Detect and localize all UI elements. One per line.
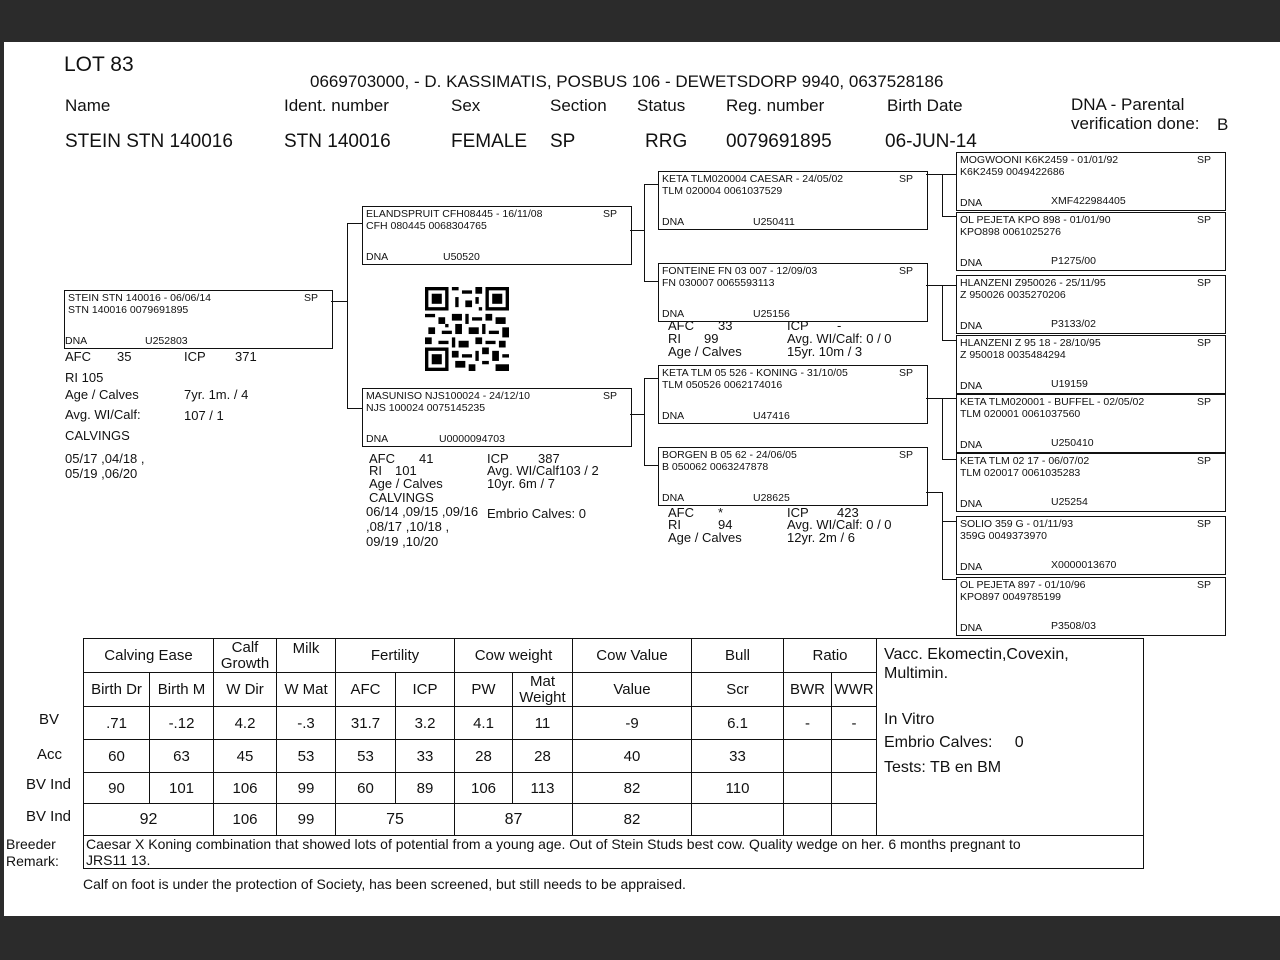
connector xyxy=(644,465,658,466)
gp-section: SP xyxy=(898,367,913,379)
ggp-dna-label: DNA xyxy=(960,561,983,573)
ggp-line2: KPO897 0049785199 xyxy=(960,591,1062,603)
cell-bvind xyxy=(832,773,877,804)
animal-status: RRG xyxy=(645,131,688,152)
col-mat: Mat xyxy=(529,672,555,690)
col-w-mat: W Mat xyxy=(277,673,336,707)
animal-section: SP xyxy=(550,131,576,152)
connector xyxy=(926,174,942,175)
gp-stat-wi: Avg. WI/Calf: 0 / 0 xyxy=(787,517,892,532)
gp-stat-icp: 423 xyxy=(837,505,859,520)
table-row-remark xyxy=(84,836,1144,869)
gp-stat-ri-label: RI xyxy=(668,331,681,346)
connector xyxy=(644,378,645,466)
cell-bv: - xyxy=(784,707,832,740)
subject-pedigree-box xyxy=(64,290,333,349)
great-grandparent-box xyxy=(956,453,1226,512)
ggp-dna-label: DNA xyxy=(960,257,983,269)
cell-bvind: 99 xyxy=(277,773,336,804)
dam-afc-label: AFC xyxy=(369,451,395,466)
ggp-dna-label: DNA xyxy=(960,439,983,451)
cell-bvind-group: 99 xyxy=(277,804,336,836)
cell-bvind-group: 92 xyxy=(84,804,214,836)
animal-sex: FEMALE xyxy=(451,131,528,152)
ggp-dna-label: DNA xyxy=(960,622,983,634)
gp-dna-label: DNA xyxy=(662,492,685,504)
ggp-section: SP xyxy=(1196,579,1211,591)
animal-birth: 06-JUN-14 xyxy=(885,131,977,152)
group-ratio: Ratio xyxy=(784,639,877,673)
cell-bvind-group: 87 xyxy=(455,804,573,836)
connector xyxy=(347,223,362,224)
header-sex: Sex xyxy=(451,96,481,115)
grandparent-box xyxy=(658,263,928,322)
cell-bvind: 90 xyxy=(84,773,150,804)
ggp-title: OL PEJETA 897 - 01/10/96 xyxy=(960,579,1086,591)
subject-calvings-2: 05/19 ,06/20 xyxy=(65,466,138,481)
notes-embrio-label: Embrio Calves: xyxy=(884,734,993,751)
cell-bvind: 82 xyxy=(573,773,692,804)
ggp-dna-value: X0000013670 xyxy=(1051,559,1117,571)
notes-vacc-line2: Multimin. xyxy=(884,665,949,682)
cell-acc: 63 xyxy=(150,740,214,773)
col-scr: Scr xyxy=(692,673,784,707)
connector xyxy=(942,579,956,580)
gp-section: SP xyxy=(898,449,913,461)
cell-bv: 31.7 xyxy=(336,707,396,740)
connector xyxy=(942,398,956,399)
ggp-section: SP xyxy=(1196,277,1211,289)
group-cow-weight: Cow weight xyxy=(455,639,573,673)
connector xyxy=(942,216,956,217)
group-cow-value: Cow Value xyxy=(573,639,692,673)
subject-dna-value: U252803 xyxy=(145,335,188,347)
dam-age-label: Age / Calves xyxy=(369,476,443,491)
cell-acc xyxy=(832,740,877,773)
ggp-section: SP xyxy=(1196,214,1211,226)
group-calving-ease: Calving Ease xyxy=(84,639,214,673)
great-grandparent-box xyxy=(956,152,1226,211)
connector xyxy=(644,378,658,379)
gp-dna-label: DNA xyxy=(662,308,685,320)
ggp-dna-label: DNA xyxy=(960,498,983,510)
sire-line2: CFH 080445 0068304765 xyxy=(366,220,487,232)
cell-acc: 45 xyxy=(214,740,277,773)
gp-stat-ri-label: RI xyxy=(668,517,681,532)
col-mat-line2: Weight xyxy=(519,688,566,706)
ggp-dna-value: XMF422984405 xyxy=(1051,195,1126,207)
gp-stat-wi: Avg. WI/Calf: 0 / 0 xyxy=(787,331,892,346)
calf-growth-line1: Calf xyxy=(231,638,259,656)
connector xyxy=(942,285,956,286)
connector xyxy=(644,184,645,282)
ggp-title: HLANZENI Z950026 - 25/11/95 xyxy=(960,277,1106,289)
grandparent-box xyxy=(658,447,928,506)
dam-embrio: Embrio Calves: 0 xyxy=(487,506,586,521)
gp-stat-afc: * xyxy=(718,505,724,520)
cell-bv: 3.2 xyxy=(396,707,455,740)
connector xyxy=(926,285,942,286)
ggp-title: KETA TLM 02 17 - 06/07/02 xyxy=(960,455,1090,467)
ggp-line2: Z 950018 0035484294 xyxy=(960,349,1066,361)
gp-line2: B 050062 0063247878 xyxy=(662,461,769,473)
ggp-dna-value: U25254 xyxy=(1051,496,1088,508)
breeder-remark-label-2: Remark: xyxy=(6,853,59,869)
cell-acc: 28 xyxy=(455,740,513,773)
dam-calvings-3: 09/19 ,10/20 xyxy=(366,534,439,549)
ggp-dna-label: DNA xyxy=(960,197,983,209)
connector xyxy=(630,414,644,415)
cell-bvind-group: 75 xyxy=(336,804,455,836)
col-value: Value xyxy=(573,673,692,707)
gp-section: SP xyxy=(898,173,913,185)
cell-acc: 60 xyxy=(84,740,150,773)
owner-line: 0669703000, - D. KASSIMATIS, POSBUS 106 - DEWETSDORP 9940, 0637528186 xyxy=(310,72,944,91)
subject-calvings-label: CALVINGS xyxy=(65,428,130,443)
col-birth-m: Birth M xyxy=(150,673,214,707)
gp-stat-ri: 99 xyxy=(704,331,719,346)
dam-calvings-1: 06/14 ,09/15 ,09/16 xyxy=(366,504,479,519)
subject-wi: 107 / 1 xyxy=(184,408,224,423)
header-status: Status xyxy=(637,96,686,115)
gp-dna-value: U47416 xyxy=(753,410,790,422)
gp-stat-ri: 94 xyxy=(718,517,733,532)
sire-dna-value: U50520 xyxy=(443,251,480,263)
subject-line2: STN 140016 0079691895 xyxy=(68,304,189,316)
col-mat-weight xyxy=(513,673,573,707)
cell-bvind-group: 82 xyxy=(573,804,692,836)
gp-stat-afc-label: AFC xyxy=(668,318,694,333)
sire-dna-label: DNA xyxy=(366,251,389,263)
breeder-remark-cell xyxy=(84,836,1144,869)
header-dna-value: B xyxy=(1217,115,1229,134)
cell-acc: 28 xyxy=(513,740,573,773)
subject-title: STEIN STN 140016 - 06/06/14 xyxy=(68,292,211,304)
connector xyxy=(644,281,658,282)
subject-age: 7yr. 1m. / 4 xyxy=(184,387,249,402)
ggp-section: SP xyxy=(1196,337,1211,349)
subject-afc-label: AFC xyxy=(65,349,91,364)
gp-line2: TLM 050526 0062174016 xyxy=(662,379,783,391)
gp-stat-afc-label: AFC xyxy=(668,505,694,520)
notes-tests: Tests: TB en BM xyxy=(884,759,1002,776)
connector xyxy=(942,521,956,522)
col-bwr: BWR xyxy=(784,673,832,707)
dam-icp-label: ICP xyxy=(487,451,509,466)
row-label-bvind: BV Ind xyxy=(26,776,72,793)
gp-stat-age: 15yr. 10m / 3 xyxy=(787,344,863,359)
gp-section: SP xyxy=(898,265,913,277)
ggp-line2: 359G 0049373970 xyxy=(960,530,1047,542)
calf-growth-line2: Growth xyxy=(220,654,270,672)
subject-ri: RI 105 xyxy=(65,370,104,385)
gp-dna-label: DNA xyxy=(662,410,685,422)
connector xyxy=(942,174,943,217)
cell-bv: -9 xyxy=(573,707,692,740)
cell-bv: 6.1 xyxy=(692,707,784,740)
connector xyxy=(942,174,956,175)
connector xyxy=(630,230,644,231)
animal-name: STEIN STN 140016 xyxy=(65,131,233,152)
footer-note: Calf on foot is under the protection of Society, has been screened, but still needs to be appraised. xyxy=(83,876,686,892)
grandparent-box xyxy=(658,171,928,230)
great-grandparent-box xyxy=(956,335,1226,394)
gp-stat-age-label: Age / Calves xyxy=(668,530,742,545)
cell-bv: 11 xyxy=(513,707,573,740)
cell-bvind: 101 xyxy=(150,773,214,804)
header-dna-line2: verification done: xyxy=(1071,114,1200,133)
breeding-values-table xyxy=(83,638,1144,869)
connector xyxy=(926,492,942,493)
cell-bvind xyxy=(784,773,832,804)
connector xyxy=(942,398,943,460)
cell-bv: -.3 xyxy=(277,707,336,740)
connector xyxy=(942,340,956,341)
group-bull: Bull xyxy=(692,639,784,673)
subject-wi-label: Avg. WI/Calf: xyxy=(65,407,141,422)
dam-calvings-2: ,08/17 ,10/18 , xyxy=(366,519,450,534)
great-grandparent-box xyxy=(956,212,1226,271)
ggp-dna-value: P3133/02 xyxy=(1051,318,1096,330)
header-dna-line1: DNA - Parental xyxy=(1071,95,1185,114)
connector xyxy=(926,398,942,399)
subject-dna-label: DNA xyxy=(65,335,88,347)
dam-calvings-label: CALVINGS xyxy=(369,490,434,505)
ggp-dna-value: U250410 xyxy=(1051,437,1094,449)
group-fertility: Fertility xyxy=(336,639,455,673)
connector xyxy=(942,459,956,460)
cell-bv: -.12 xyxy=(150,707,214,740)
sire-pedigree-box xyxy=(362,206,632,265)
cell-bvind: 106 xyxy=(455,773,513,804)
gp-title: KETA TLM020004 CAESAR - 24/05/02 xyxy=(662,173,844,185)
cell-bv: 4.2 xyxy=(214,707,277,740)
dam-wi: Avg. WI/Calf103 / 2 xyxy=(487,463,599,478)
gp-stat-age: 12yr. 2m / 6 xyxy=(787,530,855,545)
ggp-section: SP xyxy=(1196,396,1211,408)
notes-in-vitro: In Vitro xyxy=(884,711,935,728)
connector xyxy=(942,285,943,341)
header-ident: Ident. number xyxy=(284,96,389,115)
ggp-line2: Z 950026 0035270206 xyxy=(960,289,1066,301)
subject-afc: 35 xyxy=(117,349,132,364)
gp-stat-icp-label: ICP xyxy=(787,318,809,333)
gp-stat-icp: - xyxy=(837,318,842,333)
ggp-title: MOGWOONI K6K2459 - 01/01/92 xyxy=(960,154,1119,166)
col-icp: ICP xyxy=(396,673,455,707)
cell-acc: 33 xyxy=(396,740,455,773)
ggp-dna-value: P1275/00 xyxy=(1051,255,1096,267)
cell-bvind: 113 xyxy=(513,773,573,804)
ggp-line2: K6K2459 0049422686 xyxy=(960,166,1065,178)
dam-title: MASUNISO NJS100024 - 24/12/10 xyxy=(366,390,531,402)
cell-acc: 40 xyxy=(573,740,692,773)
gp-title: FONTEINE FN 03 007 - 12/09/03 xyxy=(662,265,818,277)
subject-icp-label: ICP xyxy=(184,349,206,364)
breeder-remark-label-1: Breeder xyxy=(6,836,56,852)
great-grandparent-box xyxy=(956,577,1226,636)
subject-section: SP xyxy=(303,292,318,304)
group-milk: Milk xyxy=(277,639,336,673)
qr-code-image xyxy=(423,287,511,371)
ggp-dna-label: DNA xyxy=(960,380,983,392)
subject-age-label: Age / Calves xyxy=(65,387,139,402)
ggp-section: SP xyxy=(1196,455,1211,467)
lot-number: LOT 83 xyxy=(64,53,134,76)
col-wwr: WWR xyxy=(832,673,877,707)
ggp-title: HLANZENI Z 95 18 - 28/10/95 xyxy=(960,337,1101,349)
cell-bv: 4.1 xyxy=(455,707,513,740)
ggp-section: SP xyxy=(1196,154,1211,166)
subject-calvings-1: 05/17 ,04/18 , xyxy=(65,451,145,466)
sire-title: ELANDSPRUIT CFH08445 - 16/11/08 xyxy=(366,208,543,220)
cell-acc: 53 xyxy=(277,740,336,773)
dam-afc: 41 xyxy=(419,451,434,466)
cell-bv: - xyxy=(832,707,877,740)
row-label-acc: Acc xyxy=(37,746,63,763)
dam-ri: 101 xyxy=(395,463,417,478)
col-birth-dr: Birth Dr xyxy=(84,673,150,707)
great-grandparent-box xyxy=(956,394,1226,453)
gp-stat-afc: 33 xyxy=(718,318,733,333)
cell-bvind-group: 106 xyxy=(214,804,277,836)
ggp-line2: TLM 020017 0061035283 xyxy=(960,467,1081,479)
sire-section: SP xyxy=(602,208,617,220)
cell-bvind: 89 xyxy=(396,773,455,804)
cell-bvind: 106 xyxy=(214,773,277,804)
notes-embrio-value: 0 xyxy=(1014,734,1024,751)
great-grandparent-box xyxy=(956,516,1226,575)
connector xyxy=(347,408,362,409)
breeder-remark-line1: Caesar X Koning combination that showed lots of potential from a young age. Out of Stein Studs best cow. Quality wedge on her. 6 months pregnant to xyxy=(86,836,1021,852)
animal-ident: STN 140016 xyxy=(284,131,391,152)
gp-line2: TLM 020004 0061037529 xyxy=(662,185,783,197)
ggp-line2: TLM 020001 0061037560 xyxy=(960,408,1081,420)
header-name: Name xyxy=(65,96,111,115)
dam-pedigree-box xyxy=(362,388,632,447)
dam-section: SP xyxy=(602,390,617,402)
group-calf-growth xyxy=(214,639,277,673)
breeder-remark-line2: JRS11 13. xyxy=(86,852,151,868)
cell-acc: 53 xyxy=(336,740,396,773)
notes-vacc-line1: Vacc. Ekomectin,Covexin, xyxy=(884,646,1069,663)
viewer-top-bar xyxy=(0,0,1280,42)
notes-cell xyxy=(877,639,1144,836)
dam-line2: NJS 100024 0075145235 xyxy=(366,402,486,414)
connector xyxy=(331,301,347,302)
cell-bvind: 60 xyxy=(336,773,396,804)
cell-acc: 33 xyxy=(692,740,784,773)
header-birth: Birth Date xyxy=(887,96,963,115)
gp-dna-value: U25156 xyxy=(753,308,790,320)
dam-dna-label: DNA xyxy=(366,433,389,445)
header-section: Section xyxy=(550,96,607,115)
col-w-dir: W Dir xyxy=(214,673,277,707)
gp-stat-icp-label: ICP xyxy=(787,505,809,520)
row-label-bv: BV xyxy=(39,711,60,728)
col-afc: AFC xyxy=(336,673,396,707)
gp-dna-value: U250411 xyxy=(753,216,795,228)
cell-bv: .71 xyxy=(84,707,150,740)
col-pw: PW xyxy=(455,673,513,707)
subject-icp: 371 xyxy=(235,349,257,364)
ggp-dna-value: P3508/03 xyxy=(1051,620,1096,632)
dam-age: 10yr. 6m / 7 xyxy=(487,476,555,491)
cell-acc xyxy=(784,740,832,773)
header-reg: Reg. number xyxy=(726,96,825,115)
ggp-dna-label: DNA xyxy=(960,320,983,332)
ggp-title: KETA TLM020001 - BUFFEL - 02/05/02 xyxy=(960,396,1145,408)
gp-stat-age-label: Age / Calves xyxy=(668,344,742,359)
dam-icp: 387 xyxy=(538,451,560,466)
gp-title: KETA TLM 05 526 - KONING - 31/10/05 xyxy=(662,367,848,379)
ggp-section: SP xyxy=(1196,518,1211,530)
connector xyxy=(644,184,658,185)
dam-dna-value: U0000094703 xyxy=(439,433,505,445)
row-label-bvind-2: BV Ind xyxy=(26,808,72,825)
great-grandparent-box xyxy=(956,275,1226,334)
gp-dna-value: U28625 xyxy=(753,492,790,504)
lot-sheet-page xyxy=(4,42,1280,916)
connector xyxy=(347,223,348,409)
gp-dna-label: DNA xyxy=(662,216,685,228)
ggp-title: SOLIO 359 G - 01/11/93 xyxy=(960,518,1074,530)
gp-title: BORGEN B 05 62 - 24/06/05 xyxy=(662,449,797,461)
ggp-dna-value: U19159 xyxy=(1051,378,1088,390)
grandparent-box xyxy=(658,365,928,424)
animal-reg: 0079691895 xyxy=(726,131,832,152)
cell-bvind: 110 xyxy=(692,773,784,804)
gp-line2: FN 030007 0065593113 xyxy=(662,277,775,289)
dam-ri-label: RI xyxy=(369,463,382,478)
viewer-bottom-bar xyxy=(0,916,1280,960)
ggp-line2: KPO898 0061025276 xyxy=(960,226,1062,238)
connector xyxy=(942,492,943,580)
ggp-title: OL PEJETA KPO 898 - 01/01/90 xyxy=(960,214,1111,226)
